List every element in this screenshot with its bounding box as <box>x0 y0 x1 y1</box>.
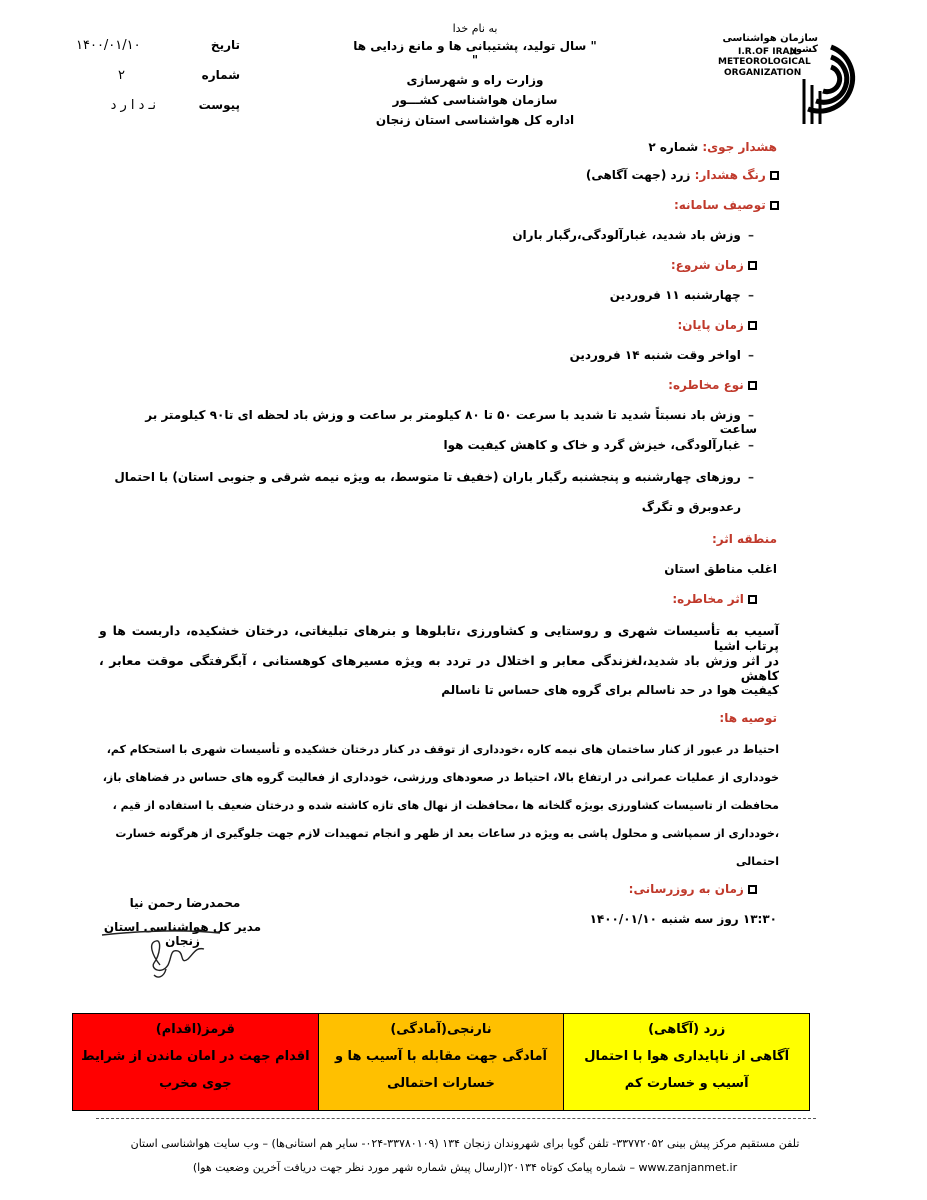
advice-line: ،خودداری از سمپاشی و محلول پاشی به ویژه در ساعات بعد از ظهر و انجام تمهیدات لازم جهت جلوگیری از هرگونه خسارت <box>115 827 779 840</box>
logo-text-fa: سازمان هواشناسی کشور <box>722 33 818 55</box>
impact-region-label: منطقه اثر: <box>712 532 777 546</box>
attachment-value: نـ د ا ر د <box>110 98 156 113</box>
hazard-effect-row <box>672 592 757 606</box>
bismillah: به نام خدا <box>452 22 498 35</box>
checkbox-icon <box>748 381 757 390</box>
logo-text-en-2: METEOROLOGICAL <box>718 57 811 67</box>
number-label: شماره <box>201 68 240 82</box>
system-description-value: وزش باد شدید، غبارآلودگی،رگبار باران <box>512 228 741 242</box>
attachment-label: پیوست <box>198 98 240 112</box>
advice-line: خودداری از عملیات عمرانی در ارتفاع بالا، احتیاط در صعودهای ورزشی، خودداری از فعالیت گروه های حساس در فضاهای باز، <box>102 771 779 784</box>
update-time-row <box>629 882 757 896</box>
dash-icon: – <box>748 408 754 422</box>
organization-name: سازمان هواشناسی کشـــور <box>392 93 558 107</box>
advice-line: احتیاط در عبور از کنار ساختمان های نیمه کاره ،خودداری از توقف در کنار درختان خشکیده و تأسیسات شهری با استحکام کم، <box>106 743 779 756</box>
meteo-logo-emblem-icon <box>796 39 866 129</box>
hazard-item <box>444 438 757 452</box>
end-time-value: اواخر وقت شنبه ۱۴ فروردین <box>569 348 741 362</box>
system-description-row <box>674 198 779 212</box>
impact-region-value: اغلب مناطق استان <box>664 562 777 576</box>
update-time-label: زمان به روزرسانی: <box>628 882 744 896</box>
system-description-item <box>512 228 757 242</box>
start-time-row <box>671 258 757 272</box>
start-time-label: زمان شروع: <box>670 258 744 272</box>
warning-color-row <box>586 168 779 182</box>
hazard-effect-line: آسیب به تأسیسات شهری و روستایی و کشاورزی ،تابلوها و بنرهای تبلیغاتی، درختان خشکیده، داربست ها و پرتاب اشیا <box>99 623 779 653</box>
start-time-value: چهارشنبه ۱۱ فروردین <box>609 288 741 302</box>
checkbox-icon <box>748 261 757 270</box>
logo-text-en-1: I.R.OF IRAN <box>738 47 797 57</box>
advice-line: احتمالی <box>736 855 779 868</box>
dash-icon: – <box>748 438 754 452</box>
update-time-value: ۱۳:۳۰ روز سه شنبه ۱۴۰۰/۰۱/۱۰ <box>589 912 777 926</box>
signatory-name: محمدرضا رحمن نیا <box>129 896 241 910</box>
end-time-row <box>677 318 757 332</box>
footer-contact-line: تلفن مستقیم مرکز پیش بینی ۳۳۷۷۲۰۵۲- تلفن گویا برای شهروندان زنجان ۱۳۴ (۳۳۷۸۰۱۰۹-۰۲۴- سایر هم استانی‌ها) – وب سایت هواشناسی استان <box>130 1137 800 1150</box>
advice-line: محافظت از تاسیسات کشاورزی بویژه گلخانه ها ،محافظت از نهال های تازه کاشته شده و درختان ضعیف با استفاده از قیم ، <box>112 799 779 812</box>
ministry-name: وزارت راه و شهرسازی <box>406 73 544 87</box>
start-time-item <box>610 288 757 302</box>
warning-level-legend <box>72 1013 810 1111</box>
year-slogan: " سال تولید، پشتیبانی ها و مانع زدایی ها " <box>353 39 597 67</box>
number-value: ۲ <box>118 68 125 83</box>
footer-contact-line: www.zanjanmet.ir – شماره پیامک کوتاه ۲۰۱۳۴(ارسال پیش شماره شهر مورد نظر جهت دریافت آخرین وضعیت هوا) <box>192 1161 738 1174</box>
end-time-label: زمان پایان: <box>677 318 744 332</box>
advice-label: توصیه ها: <box>719 711 777 725</box>
dash-icon: – <box>748 228 754 242</box>
warning-color-value: زرد (جهت آگاهی) <box>585 168 695 182</box>
hazard-effect-line: کیفیت هوا در حد ناسالم برای گروه های حساس تا ناسالم <box>441 683 779 697</box>
hazard-type-label: نوع مخاطره: <box>668 378 744 392</box>
hazard-effect-line: در اثر وزش باد شدید،لغزندگی معابر و اختلال در تردد به ویژه مسیرهای کوهستانی ، آبگرفتگی موقت معابر ، کاهش <box>99 653 779 683</box>
hazard-item <box>107 408 757 436</box>
legend-text: آگاهی از ناپایداری هوا با احتمال آسیب و خسارت کم <box>584 1049 790 1091</box>
hazard-text-continued: رعدوبرق و تگرگ <box>641 500 741 514</box>
handwritten-signature <box>100 925 230 985</box>
legend-title: نارنجی(آمادگی) <box>390 1022 492 1037</box>
checkbox-icon <box>770 201 779 210</box>
hazard-effect-label: اثر مخاطره: <box>672 592 744 606</box>
system-description-label: توصیف سامانه: <box>673 198 766 212</box>
office-name: اداره کل هواشناسی استان زنجان <box>375 113 575 127</box>
dash-icon: – <box>748 470 754 484</box>
legend-text: اقدام جهت در امان ماندن از شرایط جوی مخرب <box>81 1049 310 1091</box>
warning-title-label: هشدار جوی: <box>702 140 777 154</box>
hazard-type-row <box>668 378 757 392</box>
legend-red-cell <box>73 1014 319 1111</box>
logo-text-en-3: ORGANIZATION <box>724 68 802 78</box>
warning-title <box>648 140 777 154</box>
legend-title: قرمز(اقدام) <box>155 1022 235 1037</box>
legend-text: آمادگی جهت مقابله با آسیب ها و خسارات احتمالی <box>334 1049 547 1091</box>
checkbox-icon <box>748 885 757 894</box>
dash-icon: – <box>748 348 754 362</box>
legend-title: زرد (آگاهی) <box>648 1022 726 1037</box>
meteo-logo <box>718 25 868 125</box>
date-label: تاریخ <box>210 38 240 52</box>
warning-color-label: رنگ هشدار: <box>694 168 766 182</box>
checkbox-icon <box>748 321 757 330</box>
warning-title-value: شماره ۲ <box>648 140 703 154</box>
dash-icon: – <box>748 288 754 302</box>
hazard-text: روزهای چهارشنبه و پنجشنبه رگبار باران (خفیف تا متوسط، به ویژه نیمه شرقی و جنوبی استان) با احتمال <box>114 470 741 484</box>
legend-orange-cell <box>318 1014 564 1111</box>
hazard-item <box>107 470 757 484</box>
checkbox-icon <box>748 595 757 604</box>
date-value: ۱۴۰۰/۰۱/۱۰ <box>76 38 141 53</box>
legend-yellow-cell <box>564 1014 810 1111</box>
checkbox-icon <box>770 171 779 180</box>
hazard-text: وزش باد نسبتاً شدید تا شدید با سرعت ۵۰ تا ۸۰ کیلومتر بر ساعت و وزش باد لحظه ای تا۹۰ کیلومتر بر ساعت <box>145 408 757 436</box>
end-time-item <box>570 348 757 362</box>
footer-divider <box>96 1118 816 1119</box>
hazard-text: غبارآلودگی، خیزش گرد و خاک و کاهش کیفیت هوا <box>443 438 741 452</box>
signatory-title: مدیر کل هواشناسی استان زنجان <box>103 920 262 948</box>
